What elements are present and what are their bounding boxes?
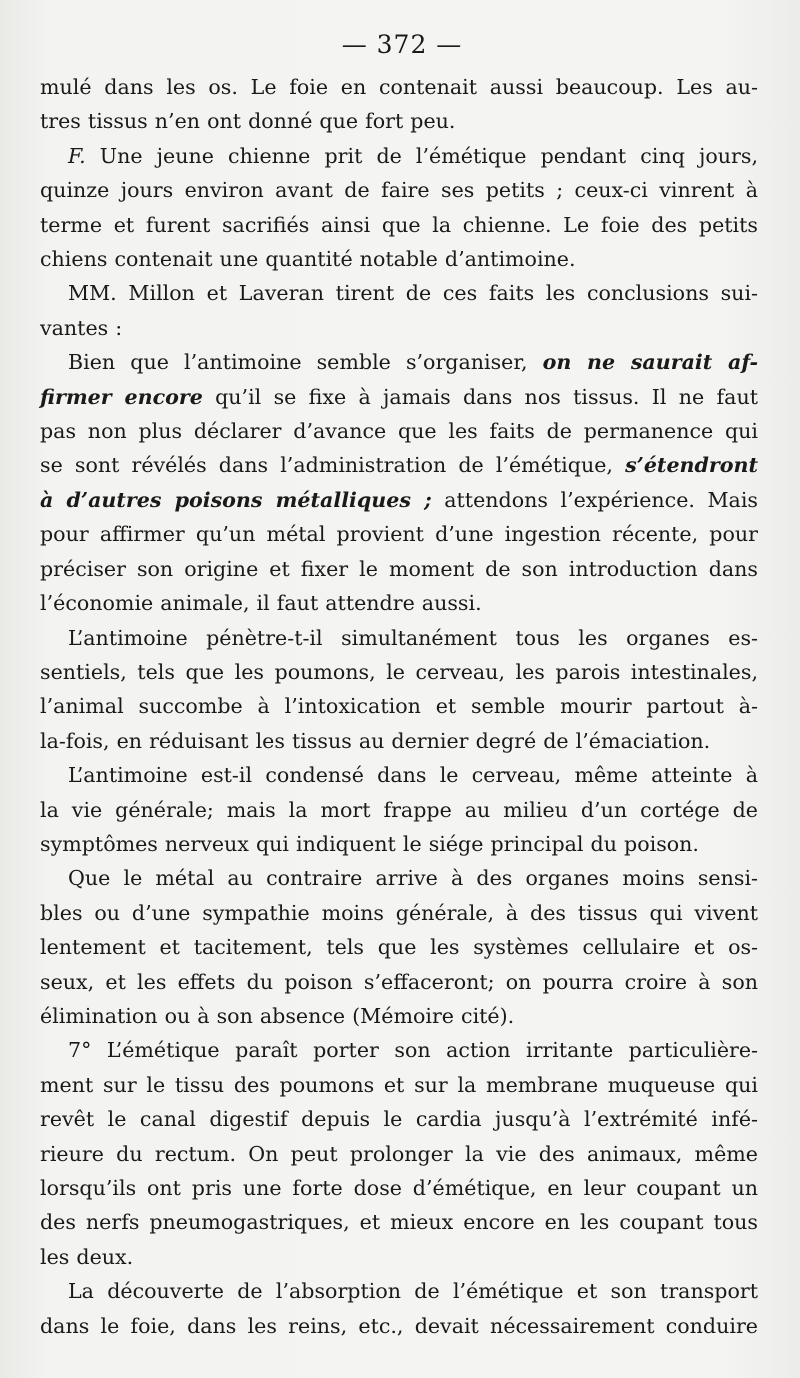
text-line: pour affirmer qu’un métal provient d’une ingestion récente, pour: [40, 522, 758, 547]
text-line: pas non plus déclarer d’avance que les faits de permanence qui: [40, 419, 758, 444]
text-line: des nerfs pneumogastriques, et mieux encore en les coupant tous: [40, 1210, 758, 1235]
text-line: MM. Millon et Laveran tirent de ces faits les conclusions sui-: [68, 281, 758, 306]
text-line: seux, et les effets du poison s’effaceront; on pourra croire à son: [40, 969, 758, 994]
text-line: 7° L’émétique paraît porter son action irritante particulière-: [68, 1038, 758, 1063]
text-line: tres tissus n’en ont donné que fort peu.: [40, 109, 456, 134]
text-line: terme et furent sacrifiés ainsi que la chienne. Le foie des petits: [40, 212, 758, 237]
text-span: Une jeune chienne prit de l’émétique pendant cinq jours,: [85, 143, 758, 168]
emphasis-text: on ne saurait af-: [542, 350, 758, 375]
text-line: préciser son origine et fixer le moment de son introduction dans: [40, 556, 758, 581]
text-line: Que le métal au contraire arrive à des organes moins sensi-: [68, 866, 758, 891]
text-line: [40, 345, 758, 379]
text-line: sentiels, tels que les poumons, le cerveau, les parois intestinales,: [40, 659, 758, 684]
emphasis-text: firmer encore: [40, 384, 203, 409]
text-line: quinze jours environ avant de faire ses petits ; ceux-ci vinrent à: [40, 178, 758, 203]
text-line: lentement et tacitement, tels que les systèmes cellulaire et os-: [40, 935, 758, 960]
text-line: vantes :: [40, 315, 123, 340]
emphasis-text: à d’autres poisons métalliques ;: [40, 487, 432, 512]
text-line: [40, 380, 758, 414]
text-line: bles ou d’une sympathie moins générale, à des tissus qui vivent: [40, 900, 758, 925]
text-line: la vie générale; mais la mort frappe au milieu d’un cortége de: [40, 797, 758, 822]
text-line: symptômes nerveux qui indiquent le siége principal du poison.: [40, 831, 699, 856]
text-line: La découverte de l’absorption de l’émétique et son transport: [68, 1279, 758, 1304]
text-line: rieure du rectum. On peut prolonger la vie des animaux, même: [40, 1141, 758, 1166]
text-span: Bien que l’antimoine semble s’organiser,: [68, 350, 543, 375]
text-line: l’animal succombe à l’intoxication et semble mourir partout à-: [40, 694, 758, 719]
text-line: dans le foie, dans les reins, etc., devait nécessairement conduire: [40, 1313, 758, 1338]
paragraph-label: F.: [68, 143, 86, 168]
text-line: élimination ou à son absence (Mémoire cité).: [40, 1003, 515, 1028]
page-number: — 372 —: [341, 30, 463, 59]
text-line: la-fois, en réduisant les tissus au dernier degré de l’émaciation.: [40, 728, 711, 753]
text-line: l’économie animale, il faut attendre aussi.: [40, 591, 482, 616]
text-span: attendons l’expérience. Mais: [431, 487, 758, 512]
text-line: [40, 448, 758, 482]
text-span: se sont révélés dans l’administration de l’émétique,: [40, 453, 626, 478]
text-line: les deux.: [40, 1244, 134, 1269]
text-line: chiens contenait une quantité notable d’antimoine.: [40, 247, 576, 272]
text-line: [40, 139, 758, 173]
page-body: [40, 70, 758, 1343]
text-span: qu’il se fixe à jamais dans nos tissus. Il ne faut: [202, 384, 758, 409]
text-line: lorsqu’ils ont pris une forte dose d’émétique, en leur coupant un: [40, 1176, 758, 1200]
text-line: L’antimoine est-il condensé dans le cerveau, même atteinte à: [68, 763, 758, 788]
text-line: revêt le canal digestif depuis le cardia jusqu’à l’extrémité infé-: [40, 1107, 758, 1132]
emphasis-text: s’étendront: [625, 453, 758, 478]
text-line: mulé dans les os. Le foie en contenait aussi beaucoup. Les au-: [40, 75, 758, 99]
text-line: ment sur le tissu des poumons et sur la membrane muqueuse qui: [40, 1072, 758, 1097]
text-line: [40, 483, 758, 517]
text-line: L’antimoine pénètre-t-il simultanément tous les organes es-: [68, 625, 758, 650]
